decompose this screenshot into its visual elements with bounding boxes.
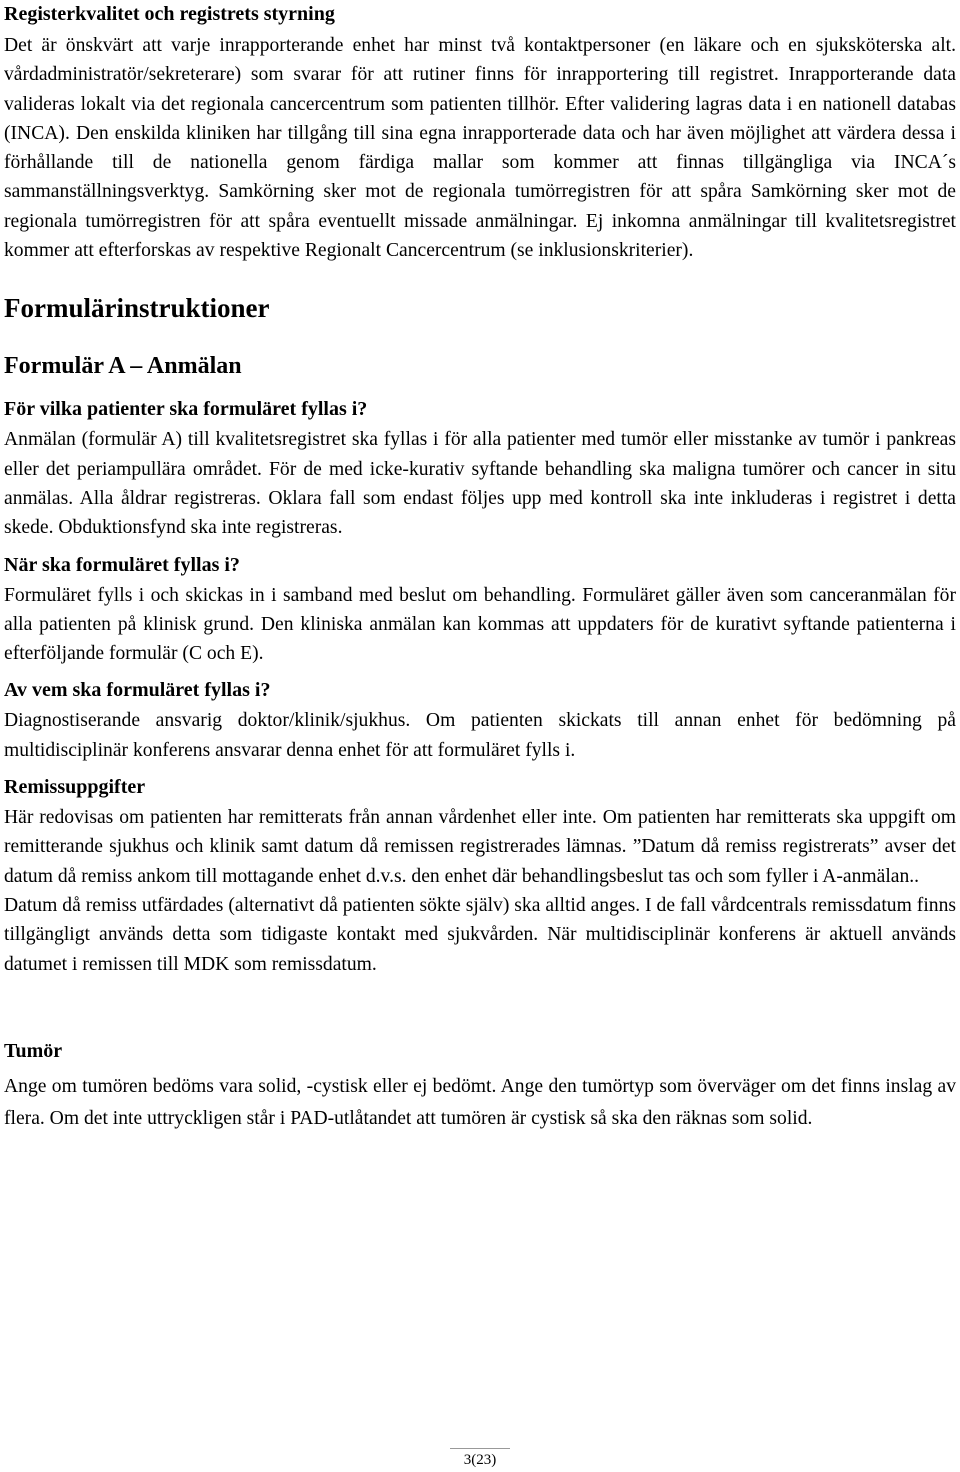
- section-heading-vilka-patienter: För vilka patienter ska formuläret fyllas i?: [4, 398, 368, 421]
- paragraph-nar: Formuläret fylls i och skickas in i samband med beslut om behandling. Formuläret gäller även som canceranmälan för alla patienten på klinisk grund. Den kliniska anmälan kan kommas att uppdaters för de kurativt syftande patienterna i efterföljande formulär (C och E).: [4, 584, 956, 665]
- section-heading-nar: När ska formuläret fyllas i?: [4, 553, 240, 576]
- paragraph-remiss-1: Här redovisas om patienten har remitterats från annan vårdenhet eller inte. Om patienten har remitterats ska uppgift om remitterande sjukhus och klinik samt datum då remissen registrerades lämnas. ”Datum då remiss registrerats” avser det datum då remiss ankom till mottagande enhet d.v.s. den enhet där behandlingsbeslut tas och som fyller i A-anmälan..: [4, 807, 956, 887]
- form-heading-a: Formulär A – Anmälan: [4, 353, 242, 380]
- section-heading-remiss: Remissuppgifter: [4, 776, 146, 799]
- document-page: [4, 0, 956, 1135]
- paragraph-registerkvalitet: Det är önskvärt att varje inrapporterande enhet har minst två kontaktpersoner (en läkare och en sjuksköterska alt. vårdadministratör/sekreterare) som svarar för att rutiner finns för inrapportering till registret. Inrapporterande data valideras lokalt via det regionala cancercentrum som patienten tillhör. Efter validering lagras data i en nationell databas (INCA). Den enskilda kliniken har tillgång till sina egna inrapporterade data och har även möjlighet att värdera dessa i förhållande till de nationella genom färdiga mallar som kommer att finnas tillgängliga via INCA´s sammanställningsverktyg. Samkörning sker mot de regionala tumörregistren för att spåra Samkörning sker mot de regionala tumörregistren för att spåra eventuellt missade anmälningar. Ej inkomna anmälningar till kvalitetsregistret kommer att efterforskas av respektive Regionalt Cancercentrum (se inklusionskriterier).: [4, 35, 956, 262]
- paragraph-av-vem: Diagnostiserande ansvarig doktor/klinik/sjukhus. Om patienten skickats till annan enhet för bedömning på multidisciplinär konferens ansvarar denna enhet för att formuläret fylls i.: [4, 710, 956, 761]
- page-title: Formulärinstruktioner: [4, 293, 270, 324]
- paragraph-vilka-patienter: Anmälan (formulär A) till kvalitetsregistret ska fyllas i för alla patienter med tumör eller misstanke av tumör i pankreas eller det periampullära området. För de med icke-kurativ syftande behandling ska maligna tumörer och cancer in situ anmälas. Alla åldrar registreras. Oklara fall som endast följes upp med kontroll ska inte inkluderas i registret i detta skede. Obduktionsfynd ska inte registreras.: [4, 429, 956, 539]
- paragraph-tumor: Ange om tumören bedöms vara solid, -cystisk eller ej bedömt. Ange den tumörtyp som överväger om det finns inslag av flera. Om det inte uttryckligen står i PAD-utlåtandet att tumören är cystisk så ska den räknas som solid.: [4, 1075, 956, 1129]
- paragraph-remiss-2: Datum då remiss utfärdades (alternativt då patienten sökte själv) ska alltid anges. I de fall vårdcentrals remissdatum finns tillgängligt används detta som tidigaste kontakt med sjukvården. När multidisciplinär konferens är aktuell används datumet i remissen till MDK som remissdatum.: [4, 894, 956, 975]
- section-heading-av-vem: Av vem ska formuläret fyllas i?: [4, 679, 271, 702]
- page-number: 3(23): [463, 1452, 497, 1468]
- section-heading-registerkvalitet: Registerkvalitet och registrets styrning: [4, 3, 335, 25]
- footer-divider: [450, 1448, 510, 1449]
- section-heading-tumor: Tumör: [4, 1039, 63, 1062]
